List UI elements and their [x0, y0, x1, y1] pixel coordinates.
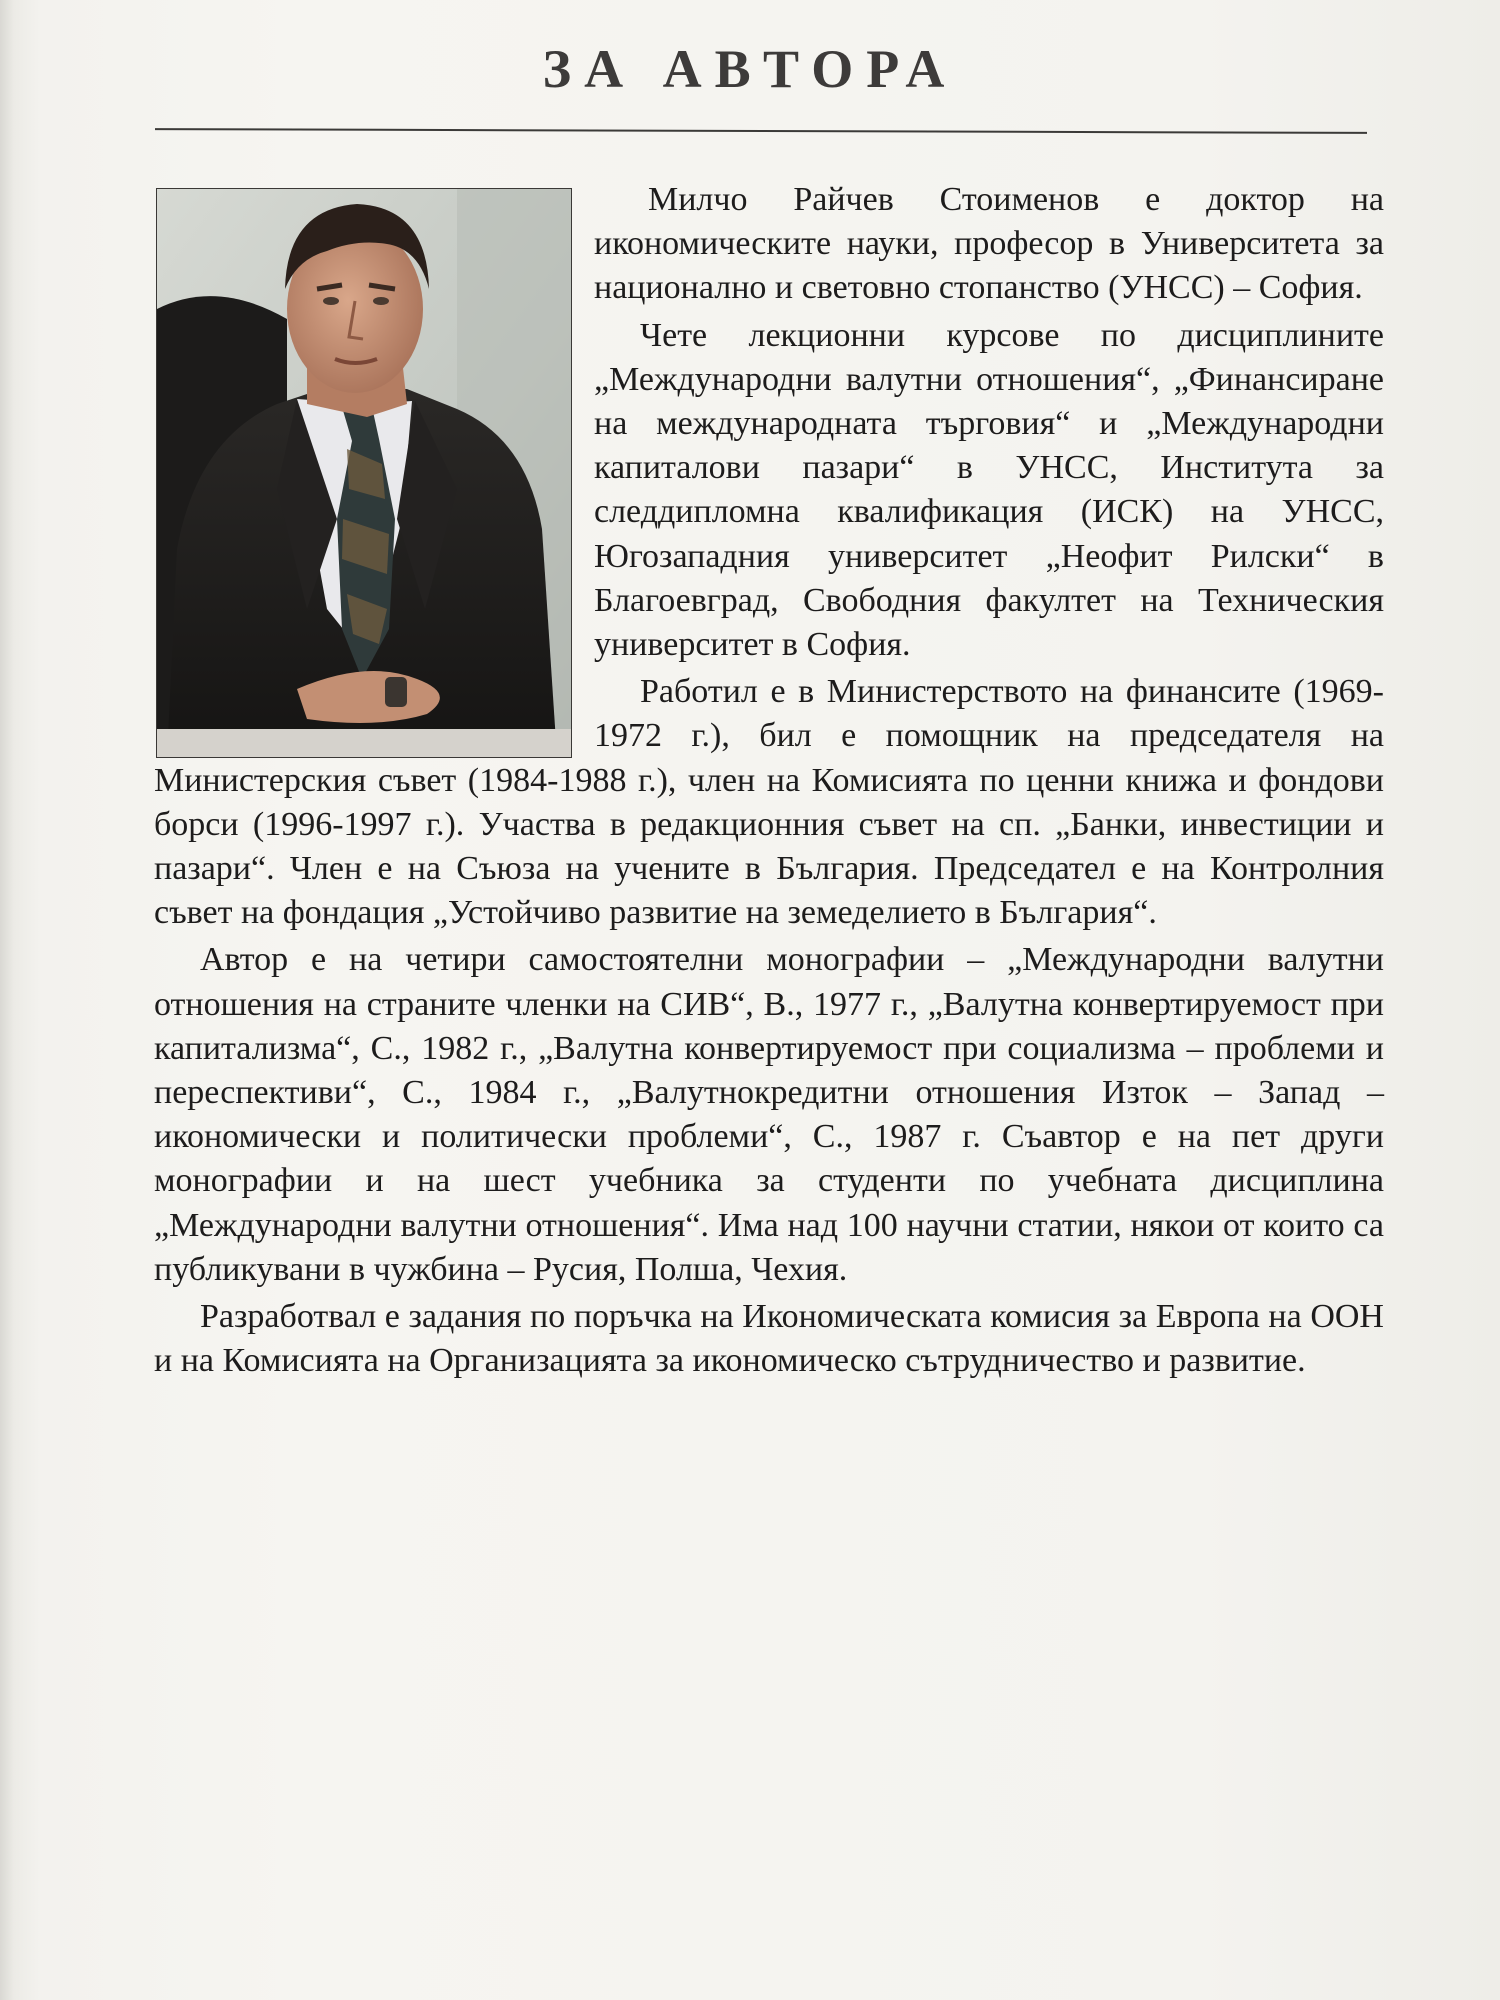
title-divider: [155, 128, 1367, 134]
paragraph-intro: Милчо Райчев Стоименов е доктор на икономическите науки, професор в Университета за национално и световно стопанство (УНСС) – София.: [594, 181, 1384, 307]
paragraph-courses: Чете лекционни курсове по дисциплините „Международни валутни отношения“, „Финансиране на международната търговия“ и „Международни капиталови пазари“ в УНСС, Института за следдипломна квалификация (ИСК) на УНСС, Югозападния университет „Неофит Рилски“ в Благоевград, Свободния факултет на Техническия университет в София.: [594, 316, 1384, 664]
paragraph-career: Работил е в Министерството на финансите (1969-1972 г.), бил е помощник на председателя на Министерския съвет (1984-1988 г.), член на Комисията по ценни книжа и фондови борси (1996-1997 г.). Участва в редакционния съвет на сп. „Банки, инвестиции и пазари“. Член е на Съюза на учените в България. Председател е на Контролния съвет на фондация „Устойчиво развитие на земеделието в България“.: [154, 673, 1384, 932]
paragraph-monographs: Автор е на четири самостоятелни монографии – „Международни валутни отношения на страните членки на СИВ“, В., 1977 г., „Валутна конвертируемост при капитализма“, С., 1982 г., „Валутна конвертируемост при социализма – проблеми и переспективи“, С., 1984 г., „Валутнокредитни отношения Изток – Запад – икономически и политически проблеми“, С., 1987 г. Съавтор е на пет други монографии и на шест учебника за студенти по учебната дисциплина „Международни валутни отношения“. Има над 100 научни статии, някои от които са публикувани в чужбина – Русия, Полша, Чехия.: [154, 941, 1384, 1288]
photo-space: [154, 178, 594, 750]
article-text: [154, 178, 1384, 1386]
paragraph-assignments: Разработвал е задания по поръчка на Икономическата комисия за Европа на ООН и на Комисията на Организацията за икономическо сътрудничество и развитие.: [154, 1298, 1384, 1380]
page-title: ЗА АВТОРА: [542, 39, 958, 99]
